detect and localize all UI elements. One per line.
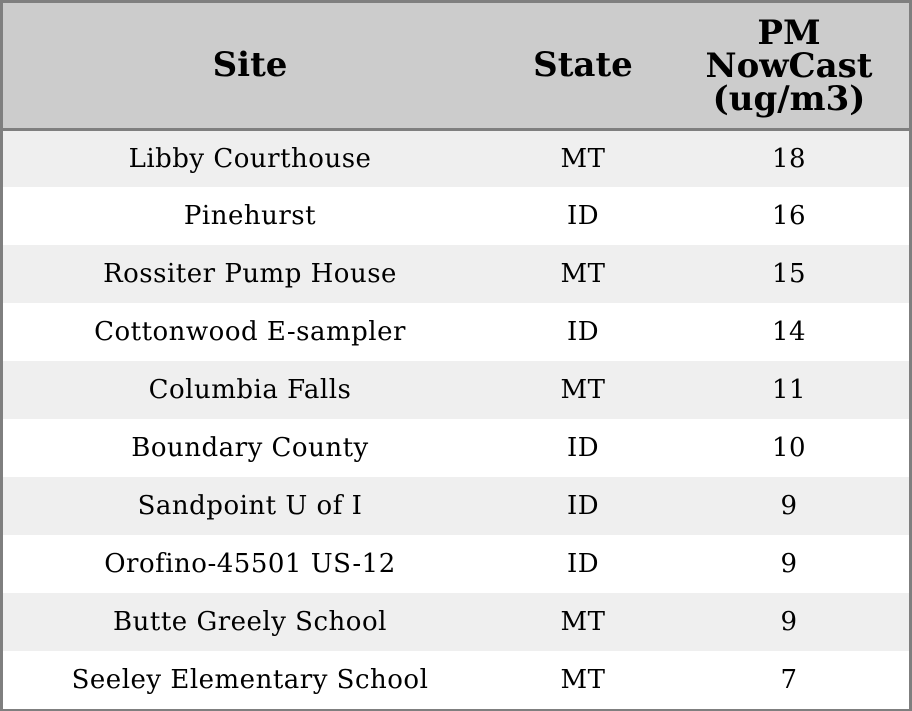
table-row [3,361,909,419]
cell-site: Cottonwood E-sampler [94,317,406,347]
cell-pm-value: 7 [780,665,798,695]
cell-state: MT [560,665,606,695]
cell-site: Libby Courthouse [128,144,372,175]
cell-state: MT [560,144,606,175]
cell-pm-value: 10 [771,433,807,463]
cell-pm-value: 9 [780,549,798,579]
cell-state: MT [560,375,606,405]
table-row [3,535,909,593]
cell-state: MT [560,607,606,637]
table-row [3,477,909,535]
cell-state: ID [566,433,600,463]
table-header-row [3,3,909,129]
cell-pm-value: 11 [771,375,807,405]
cell-pm-value: 9 [780,491,798,521]
cell-pm-value: 14 [771,317,807,347]
table-row [3,651,909,709]
cell-state: ID [566,317,600,347]
pm-header-line-3: (ug/m3) [712,78,866,119]
table-row [3,129,909,187]
cell-site: Seeley Elementary School [71,665,429,695]
cell-site: Boundary County [131,433,369,463]
cell-site: Pinehurst [183,201,317,231]
column-header-state: State [497,3,669,129]
pm-nowcast-table [3,3,909,709]
table-row [3,245,909,303]
table-row [3,593,909,651]
cell-state: ID [566,491,600,521]
column-header-site: Site [3,3,497,129]
table-row [3,419,909,477]
cell-state: MT [560,259,606,289]
cell-state: ID [566,549,600,579]
cell-site: Orofino-45501 US-12 [104,549,396,579]
cell-site: Sandpoint U of I [137,491,363,521]
pm-header-line-1: PM [757,12,821,53]
cell-state: ID [566,201,600,231]
pm-header-line-2: NowCast [705,45,873,86]
column-header-pm-nowcast [669,3,909,129]
cell-pm-value: 15 [771,259,807,289]
table-row [3,187,909,245]
cell-pm-value: 18 [771,144,807,175]
cell-site: Rossiter Pump House [103,259,397,289]
cell-pm-value: 9 [780,607,798,637]
cell-site: Columbia Falls [148,375,352,405]
cell-site: Butte Greely School [113,607,387,637]
table-row [3,303,909,361]
cell-pm-value: 16 [771,201,807,231]
